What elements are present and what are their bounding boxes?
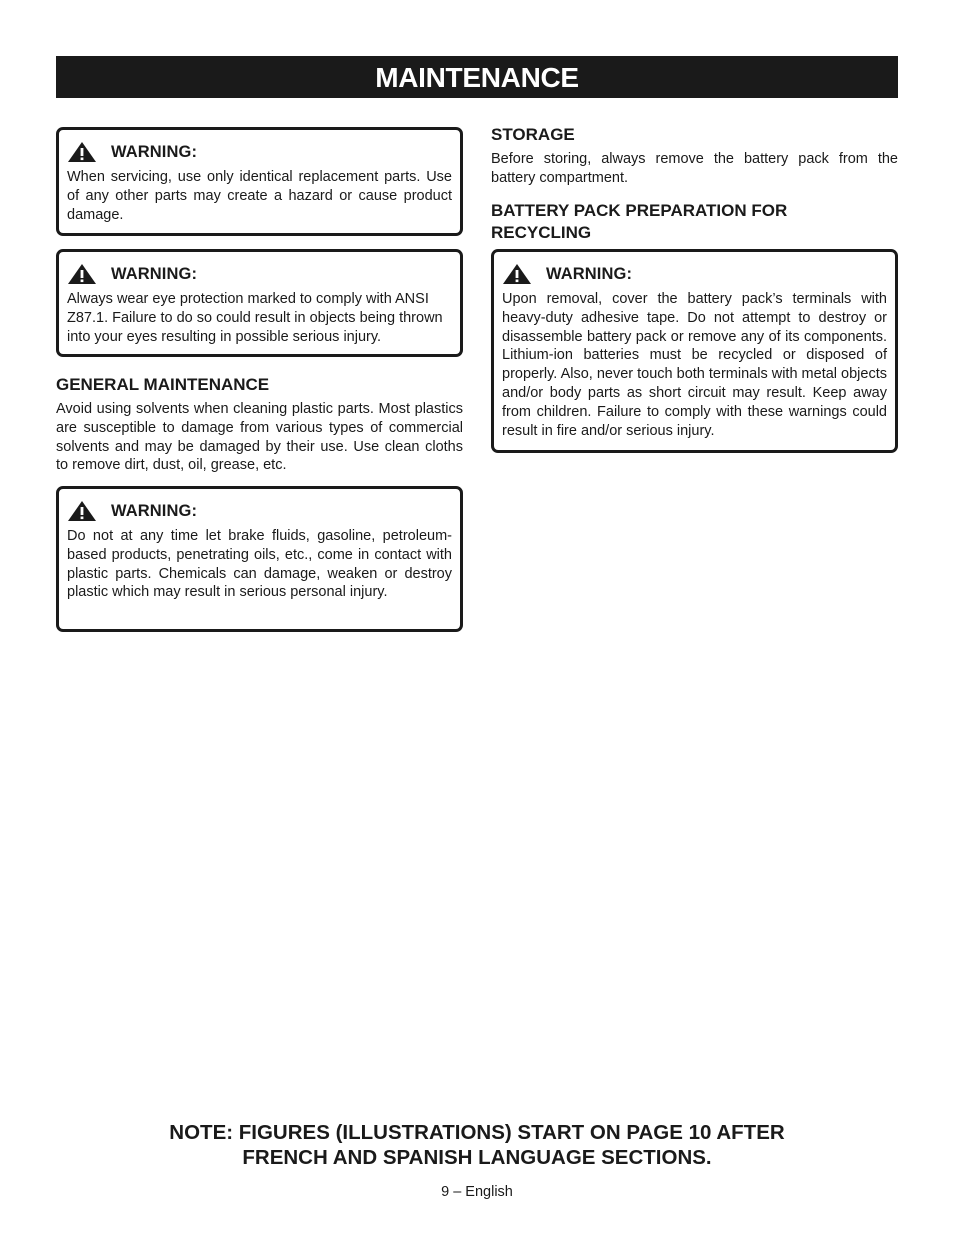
warning-label: WARNING: xyxy=(546,264,633,283)
warning-label: WARNING: xyxy=(111,142,198,161)
general-maintenance-text: Avoid using solvents when cleaning plastic parts. Most plastics are susceptible to damage from various types of commercial solvents and may be damaged by their use. Use clean cloths to remove dirt, dust, oil, grease, etc. xyxy=(56,401,463,474)
storage-heading: STORAGE xyxy=(491,125,575,144)
warning-triangle-icon xyxy=(502,263,532,285)
warning-header xyxy=(67,500,452,522)
warning-text: When servicing, use only identical replacement parts. Use of any other parts may create a hazard or cause product damage. xyxy=(67,169,452,223)
warning-text: Always wear eye protection marked to comply with ANSI Z87.1. Failure to do so could result in objects being thrown into your eyes resulting in possible serious injury. xyxy=(67,291,443,345)
note-line-1: NOTE: FIGURES (ILLUSTRATIONS) START ON PAGE 10 AFTER xyxy=(169,1121,785,1144)
general-maintenance-heading: GENERAL MAINTENANCE xyxy=(56,375,270,394)
warning-label: WARNING: xyxy=(111,501,198,520)
warning-label: WARNING: xyxy=(111,264,198,283)
recycling-heading: BATTERY PACK PREPARATION FOR RECYCLING xyxy=(491,201,788,242)
warning-header xyxy=(502,263,887,285)
warning-box-eye-protection xyxy=(56,249,463,357)
warning-text: Do not at any time let brake fluids, gasoline, petroleum-based products, penetrating oils, etc., come in contact with plastic parts. Chemicals can damage, weaken or destroy plastic which may result in serious personal injury. xyxy=(67,528,452,601)
warning-box-chemicals xyxy=(56,486,463,632)
note-line-2: FRENCH AND SPANISH LANGUAGE SECTIONS. xyxy=(242,1146,712,1169)
warning-triangle-icon xyxy=(67,141,97,163)
figures-note xyxy=(0,1120,954,1170)
warning-triangle-icon xyxy=(67,500,97,522)
warning-box-replacement-parts xyxy=(56,127,463,236)
warning-header xyxy=(67,141,452,163)
warning-box-battery-recycling xyxy=(491,249,898,453)
warning-text: Upon removal, cover the battery pack’s terminals with heavy-duty adhesive tape. Do not attempt to destroy or disassemble battery pack or remove any of its components. Lithium-ion batteries must be recycled or disposed of properly. Also, never touch both terminals with metal objects and/or body parts as short circuit may result. Keep away from children. Failure to comply with these warnings could result in fire and/or serious injury. xyxy=(502,291,887,439)
page-number: 9 – English xyxy=(441,1184,513,1200)
storage-text: Before storing, always remove the battery pack from the battery compartment. xyxy=(491,151,898,186)
page-title: MAINTENANCE xyxy=(56,56,898,98)
warning-triangle-icon xyxy=(67,263,97,285)
warning-header xyxy=(67,263,452,285)
